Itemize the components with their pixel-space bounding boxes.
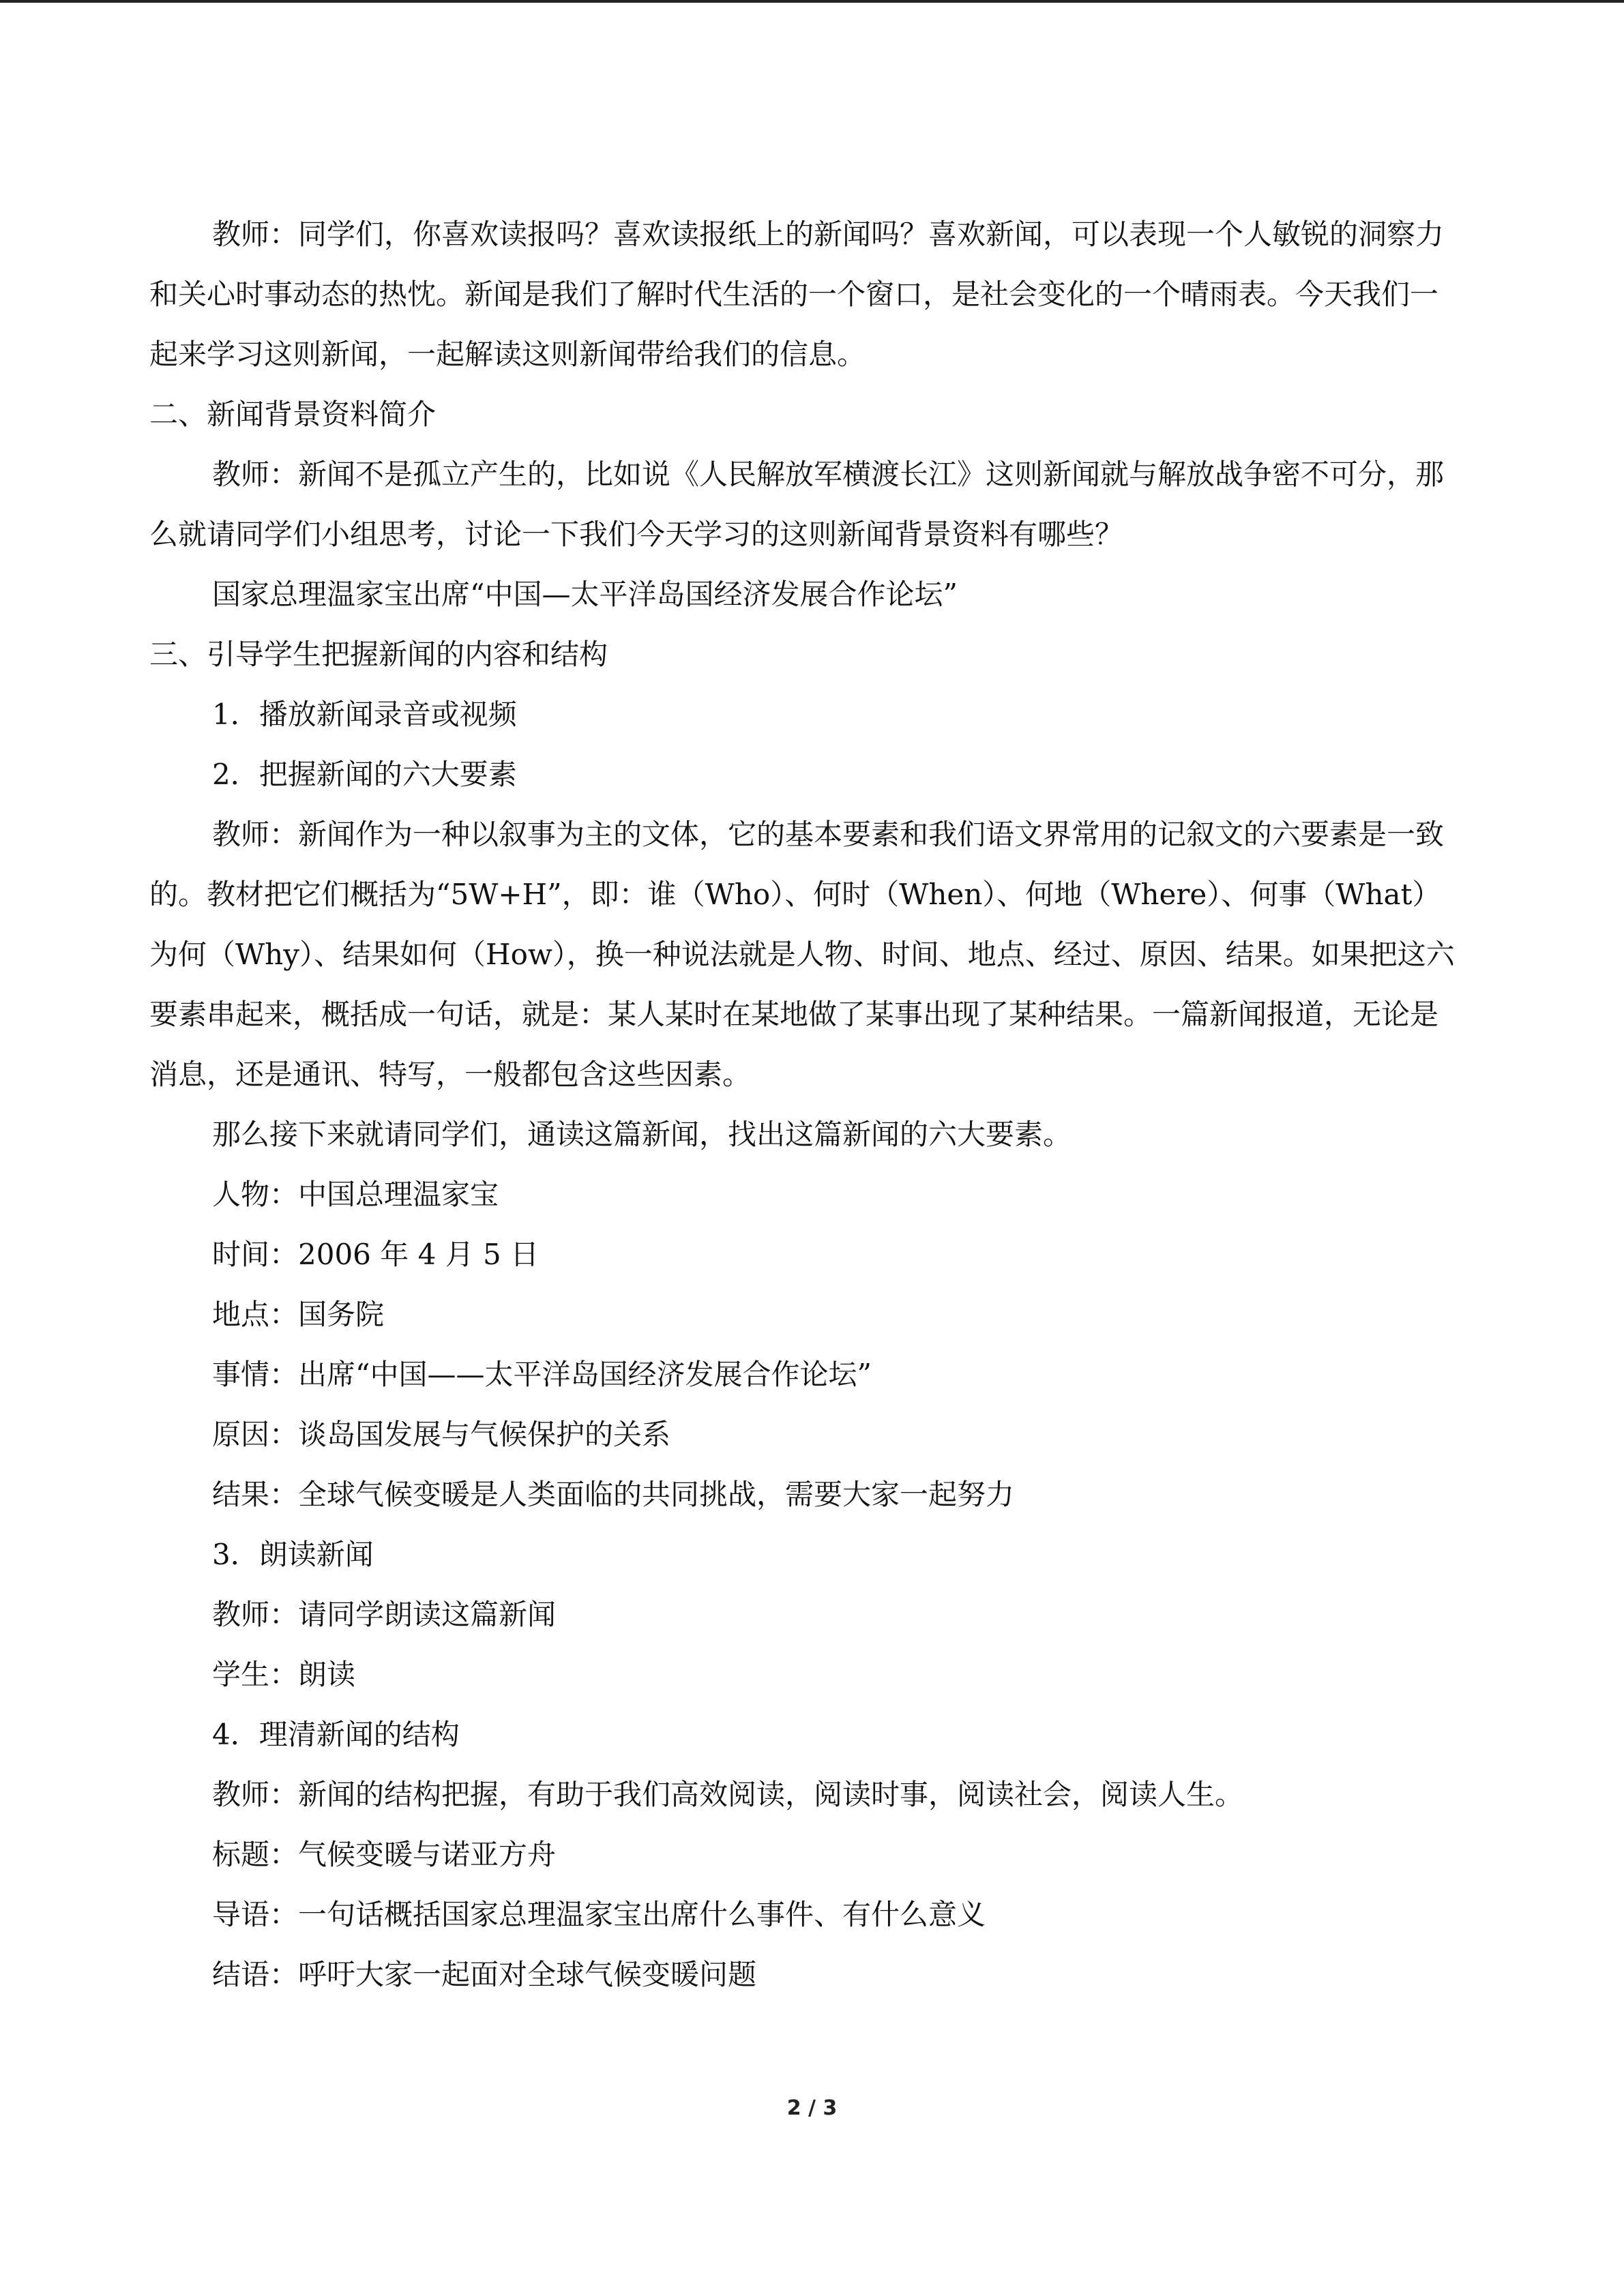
step-3: 3．朗读新闻 [212, 1538, 374, 1571]
element-place: 地点：国务院 [212, 1298, 385, 1331]
structure-teacher: 教师：新闻的结构把握，有助于我们高效阅读，阅读时事，阅读社会，阅读人生。 [212, 1778, 1244, 1811]
document-body [149, 205, 1459, 2005]
step-2: 2．把握新闻的六大要素 [212, 758, 517, 791]
element-person: 人物：中国总理温家宝 [212, 1178, 499, 1211]
paragraph-six-elements: 教师：新闻作为一种以叙事为主的文体，它的基本要素和我们语文界常用的记叙文的六要素是一致的。教材把它们概括为“5W+H”，即：谁（Who）、何时（When）、何地（Where）、何事（What）为何（Why）、结果如何（How），换一种说法就是人物、时间、地点、经过、原因、结果。如果把这六要素串起来，概括成一句话，就是：某人某时在某地做了某事出现了某种结果。一篇新闻报道，无论是消息，还是通讯、特写，一般都包含这些因素。 [149, 818, 1455, 1091]
reading-teacher: 教师：请同学朗读这篇新闻 [212, 1598, 557, 1631]
section-heading-3: 三、引导学生把握新闻的内容和结构 [149, 638, 608, 671]
paragraph-premier-forum: 国家总理温家宝出席“中国—太平洋岛国经济发展合作论坛” [212, 578, 958, 611]
paragraph-intro: 教师：同学们，你喜欢读报吗？喜欢读报纸上的新闻吗？喜欢新闻，可以表现一个人敏锐的洞察力和关心时事动态的热忱。新闻是我们了解时代生活的一个窗口，是社会变化的一个晴雨表。今天我们一起来学习这则新闻，一起解读这则新闻带给我们的信息。 [149, 218, 1445, 371]
step-1: 1．播放新闻录音或视频 [212, 698, 517, 731]
page-number: 2 / 3 [786, 2096, 838, 2120]
structure-title: 标题：气候变暖与诺亚方舟 [212, 1838, 557, 1871]
element-reason: 原因：谈岛国发展与气候保护的关系 [212, 1418, 671, 1451]
element-time: 时间：2006 年 4 月 5 日 [212, 1238, 540, 1271]
paragraph-background: 教师：新闻不是孤立产生的，比如说《人民解放军横渡长江》这则新闻就与解放战争密不可分，那么就请同学们小组思考，讨论一下我们今天学习的这则新闻背景资料有哪些？ [149, 458, 1445, 551]
reading-student: 学生：朗读 [212, 1658, 356, 1691]
step-4: 4．理清新闻的结构 [212, 1718, 460, 1751]
paragraph-instruction: 那么接下来就请同学们，通读这篇新闻，找出这篇新闻的六大要素。 [212, 1118, 1072, 1151]
element-event: 事情：出席“中国——太平洋岛国经济发展合作论坛” [212, 1358, 872, 1391]
structure-lead: 导语：一句话概括国家总理温家宝出席什么事件、有什么意义 [212, 1898, 986, 1931]
structure-conclusion: 结语：呼吁大家一起面对全球气候变暖问题 [212, 1958, 757, 1991]
element-result: 结果：全球气候变暖是人类面临的共同挑战，需要大家一起努力 [212, 1478, 1015, 1511]
section-heading-2: 二、新闻背景资料简介 [149, 398, 437, 431]
top-border-line [0, 0, 1624, 3]
